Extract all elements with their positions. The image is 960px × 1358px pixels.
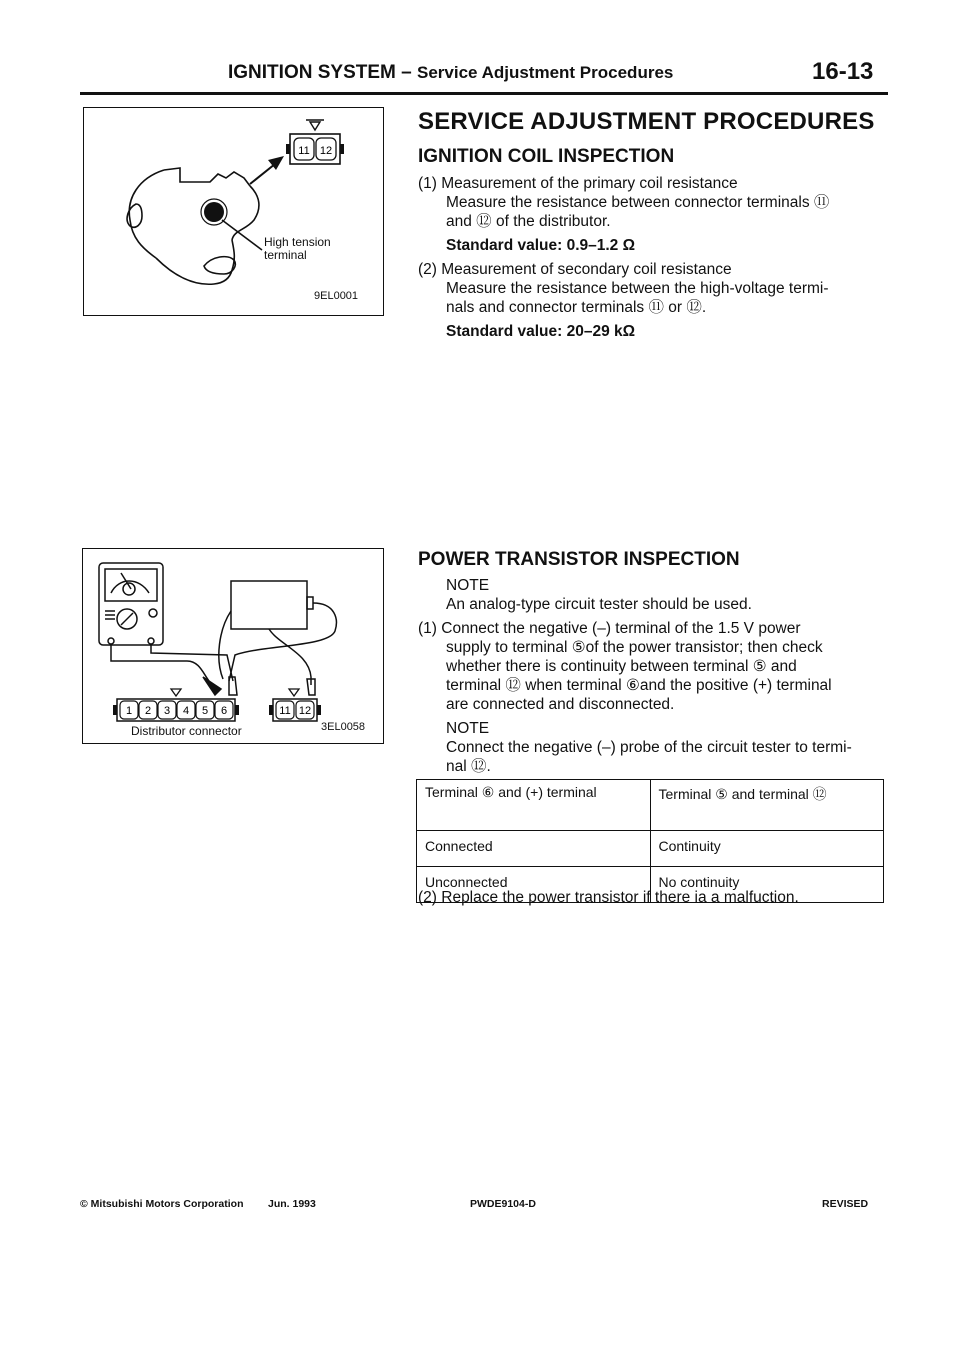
distributor-body-left (129, 170, 164, 258)
connector-latch-icon (310, 122, 320, 130)
distributor-connector-caption: Distributor connector (131, 724, 242, 738)
pin-5-label: 5 (201, 705, 209, 717)
high-tension-label: High tension terminal (264, 235, 331, 262)
table-cell: No continuity (650, 867, 884, 903)
distributor-illustration (84, 108, 383, 315)
lower-flange (204, 257, 235, 274)
tester-display (105, 569, 157, 601)
pin-11-label: 11 (298, 145, 310, 157)
coil-step1-standard: Standard value: 0.9–1.2 Ω (446, 237, 636, 254)
coil-step2-line2: Measure the resistance between the high-voltage termi- (446, 280, 829, 297)
footer-doc-code: PWDE9104-D (470, 1198, 536, 1210)
coil-step1-line1: (1) Measurement of the primary coil resistance (418, 175, 738, 192)
running-header (228, 62, 673, 84)
continuity-table (416, 779, 884, 903)
high-tension-terminal-icon (204, 202, 224, 222)
distributor-figure (83, 107, 384, 316)
circuit-tester-body (99, 563, 163, 645)
distributor-cap-outline (164, 168, 250, 186)
transistor-note2-line2: nal ⑫. (446, 758, 491, 775)
table-header-col1: Terminal ⑥ and (+) terminal (417, 780, 651, 831)
table-cell: Connected (417, 831, 651, 867)
table-header-col2: Terminal ⑤ and terminal ⑫ (650, 780, 884, 831)
figure2-code: 3EL0058 (321, 721, 366, 733)
pin-1-label: 1 (125, 705, 133, 717)
tester-knob-icon (149, 609, 157, 617)
header-dash: – (401, 62, 412, 83)
coil-step2-line3: nals and connector terminals ⑪ or ⑫. (446, 299, 707, 316)
transistor-step1-line4: terminal ⑫ when terminal ⑥and the positive (+) terminal (446, 677, 832, 694)
transistor-step1-line3: whether there is continuity between terminal ⑤ and (446, 658, 797, 675)
transistor-step1-line5: are connected and disconnected. (446, 696, 675, 713)
pin-2-label: 2 (144, 705, 152, 717)
transistor-step1-line1: (1) Connect the negative (–) terminal of the 1.5 V power (418, 620, 801, 637)
coil-step1-line3: and ⑫ of the distributor. (446, 213, 611, 230)
header-rule (80, 92, 888, 95)
header-subtitle: Service Adjustment Procedures (417, 63, 674, 82)
footer-date: Jun. 1993 (268, 1198, 316, 1210)
coil-step1-line2: Measure the resistance between connector terminals ⑪ (446, 194, 830, 211)
transistor-step1-line2: supply to terminal ⑤of the power transistor; then check (446, 639, 823, 656)
transistor-note2-label: NOTE (446, 720, 490, 737)
transistor-note2-line1: Connect the negative (–) probe of the circuit tester to termi- (446, 739, 852, 756)
high-tension-leader (222, 220, 262, 250)
coil-step2-line1: (2) Measurement of secondary coil resistance (418, 261, 732, 278)
header-title: IGNITION SYSTEM (228, 62, 396, 83)
pin-3-label: 3 (163, 705, 171, 717)
table-row (417, 831, 884, 867)
small-pin-11-label: 11 (279, 705, 291, 717)
transistor-step2: (2) Replace the power transistor if there ia a malfuction. (418, 889, 799, 906)
pin-4-label: 4 (182, 705, 190, 717)
transistor-inspection-title: POWER TRANSISTOR INSPECTION (418, 549, 740, 570)
tester-figure (82, 548, 384, 744)
transistor-note1-label: NOTE (446, 577, 490, 594)
power-supply-box (231, 581, 307, 629)
transistor-note1-text: An analog-type circuit tester should be used. (446, 596, 752, 613)
section-title: SERVICE ADJUSTMENT PROCEDURES (418, 108, 875, 135)
tester-illustration (83, 549, 383, 743)
page-number: 16-13 (812, 58, 874, 85)
distributor-body-right (232, 186, 259, 240)
figure1-code: 9EL0001 (314, 290, 359, 302)
connector6-latch-icon (171, 689, 181, 696)
small-pin-12-label: 12 (298, 705, 312, 717)
footer-status: REVISED (822, 1198, 869, 1210)
coil-step2-standard: Standard value: 20–29 kΩ (446, 323, 636, 340)
coil-inspection-title: IGNITION COIL INSPECTION (418, 146, 675, 167)
pin-12-label: 12 (319, 145, 333, 157)
table-header-row (417, 780, 884, 831)
table-cell: Continuity (650, 831, 884, 867)
distributor-body-bottom (156, 258, 232, 284)
pin-6-label: 6 (220, 705, 228, 717)
footer-copyright: © Mitsubishi Motors Corporation (80, 1198, 244, 1210)
table-cell: Unconnected (417, 867, 651, 903)
connector2-latch-icon (289, 689, 299, 696)
